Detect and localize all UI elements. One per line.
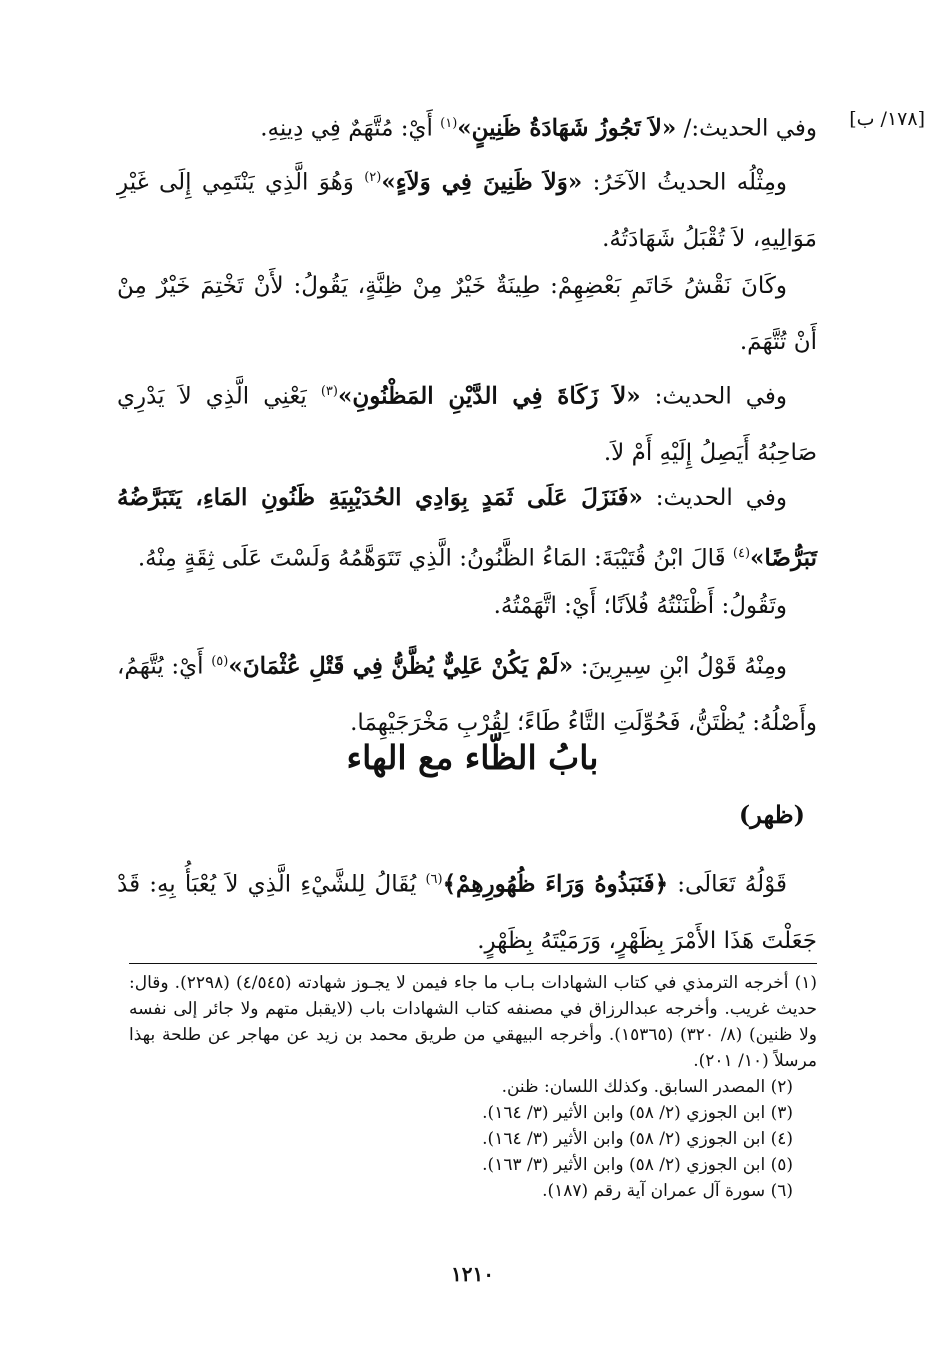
footnote-ref: (١): [440, 116, 458, 131]
hadith-quote: «وَلاَ ظَنِينَ فِي وَلاَءٍ»: [381, 168, 583, 196]
footnote-ref: (٦): [425, 872, 443, 887]
footnotes: [129, 970, 817, 1204]
paragraph-text: أَيْ: مُتَّهَمٌ فِي دِينِهِ.: [260, 115, 441, 142]
paragraph-text: أَيْ: يُتَّهَمُ، وأَصْلُهُ: يُظْتَنُّ، فَحُوِّلَتِ التَّاءُ طَاءً؛ لِقُرْبِ مَخْرَجَيْهِمَا.: [117, 653, 817, 736]
paragraph-text: ومِنْهُ قَوْلُ ابْنِ سِيرِينَ:: [573, 653, 788, 680]
paragraph-text: ومِثْلُه الحديثُ الآخَرُ:: [582, 169, 788, 196]
footnote-ref: (٢): [364, 170, 382, 185]
paragraph-6: [117, 578, 817, 634]
paragraph-text: يَعْنِي الَّذِي لاَ يَدْرِي صَاحِبُهُ أَيَصِلُ إِلَيْهِ أَمْ لاَ.: [117, 383, 817, 466]
paragraph-text: يُقَالُ لِلشَّيْءِ الَّذِي لاَ يُعْبَأُ بِهِ: قَدْ جَعَلْتَ هَذَا الأَمْرَ بِظَهْرٍ، وَرَمَيْتَهُ بِظَهْرٍ.: [117, 871, 817, 954]
footnote-6: (٦) سورة آل عمران آية رقم (١٨٧).: [542, 1181, 793, 1201]
footnote-ref: (٣): [320, 384, 338, 399]
paragraph-text: وكَانَ نَقْشُ خَاتَمِ بَعْضِهِمْ: طِينَةٌ خَيْرٌ مِنْ ظِنَّةٍ، يَقُولُ: لأَنْ تَخْتِمَ خَيْرٌ مِنْ أَنْ تُتَّهَمَ.: [117, 273, 817, 355]
footnote-5: (٥) ابن الجوزي (٢/ ٥٨) وابن الأثير (٣/ ١٦٣).: [482, 1155, 793, 1175]
hadith-quote: «فَنَزَلَ عَلَى ثَمَدٍ بِوَادِي الحُدَيْبِيَةِ ظَنُونِ المَاءِ، يَتَبَرَّضُهُ تَبَرُّضًا»: [117, 484, 817, 572]
paragraph-text: قَالَ ابْنُ قُتَيْبَةَ: المَاءُ الظَّنُونُ: الَّذِي تَتَوَهَّمُهُ وَلَسْتَ عَلَى ثِقَةٍ مِنْهُ.: [137, 545, 733, 572]
paragraph-3: [117, 258, 817, 370]
paragraph-8: [117, 852, 817, 969]
footnote-divider: [129, 963, 817, 964]
paragraph-text: وَهُوَ الَّذِي يَنْتَمِي إِلَى غَيْرِ مَوَالِيهِ، لاَ تُقْبَلُ شَهَادَتُهُ.: [117, 169, 817, 252]
paragraph-text: وفي الحديث:: [642, 485, 787, 511]
quran-quote: ﴿فَنَبَذُوهُ وَرَاءَ ظُهُورِهِمْ﴾: [442, 870, 669, 898]
manuscript-folio-reference: [١٧٨/ ب]: [849, 108, 925, 130]
chapter-title: بابُ الظّاء مع الهاء: [346, 738, 599, 777]
paragraph-text: وفي الحديث:/: [676, 115, 817, 142]
paragraph-text: قَوْلُهُ تَعَالَى:: [668, 871, 787, 898]
footnote-ref: (٤): [732, 546, 751, 561]
footnote-4: (٤) ابن الجوزي (٢/ ٥٨) وابن الأثير (٣/ ١٦٤).: [482, 1129, 793, 1149]
paragraph-5: [117, 470, 817, 587]
footnote-1: (١) أخرجه الترمذي في كتاب الشهادات بـاب ما جاء فيمن لا يجـوز شهادته (٤/٥٤٥) (٢٢٩٨). وقال: حديث غريب. وأخرجه عبدالرزاق في مصنفه كتاب الشهادات باب (لايقبل متهم ولا جائر إلى نفسه ولا ظنين) (٨/ ٣٢٠) (١٥٣٦٥). وأخرجه البيهقي من طريق محمد بن زيد عن مهاجر عن طلحة بهذا مرسلاً (١٠/ ٢٠١).: [129, 973, 817, 1071]
hadith-quote: «لَمْ يَكُنْ عَلِيٌّ يُظَّنُّ فِي قَتْلِ عُثْمَانَ»: [228, 652, 574, 680]
paragraph-1: [117, 96, 817, 157]
paragraph-4: [117, 364, 817, 481]
paragraph-7: [117, 634, 817, 751]
hadith-quote: «لاَ زَكَاةَ فِي الدَّيْنِ المَظْنُونِ»: [337, 382, 641, 410]
entry-heading: (ظهر): [738, 800, 805, 829]
paragraph-2: [117, 150, 817, 267]
footnote-3: (٣) ابن الجوزي (٢/ ٥٨) وابن الأثير (٣/ ١٦٤).: [482, 1103, 793, 1123]
footnote-ref: (٥): [211, 654, 229, 669]
page-number: ١٢١٠: [451, 1262, 494, 1286]
hadith-quote: «لاَ تَجُوزُ شَهَادَةُ ظَنِينٍ»: [457, 114, 677, 142]
footnote-2: (٢) المصدر السابق. وكذلك اللسان: ظنن.: [501, 1077, 793, 1097]
paragraph-text: وتَقُولُ: أَظْنَنْتُهُ فُلاَنًا؛ أَيْ: اتَّهَمْتُهُ.: [493, 593, 787, 619]
paragraph-text: وفي الحديث:: [640, 383, 787, 410]
